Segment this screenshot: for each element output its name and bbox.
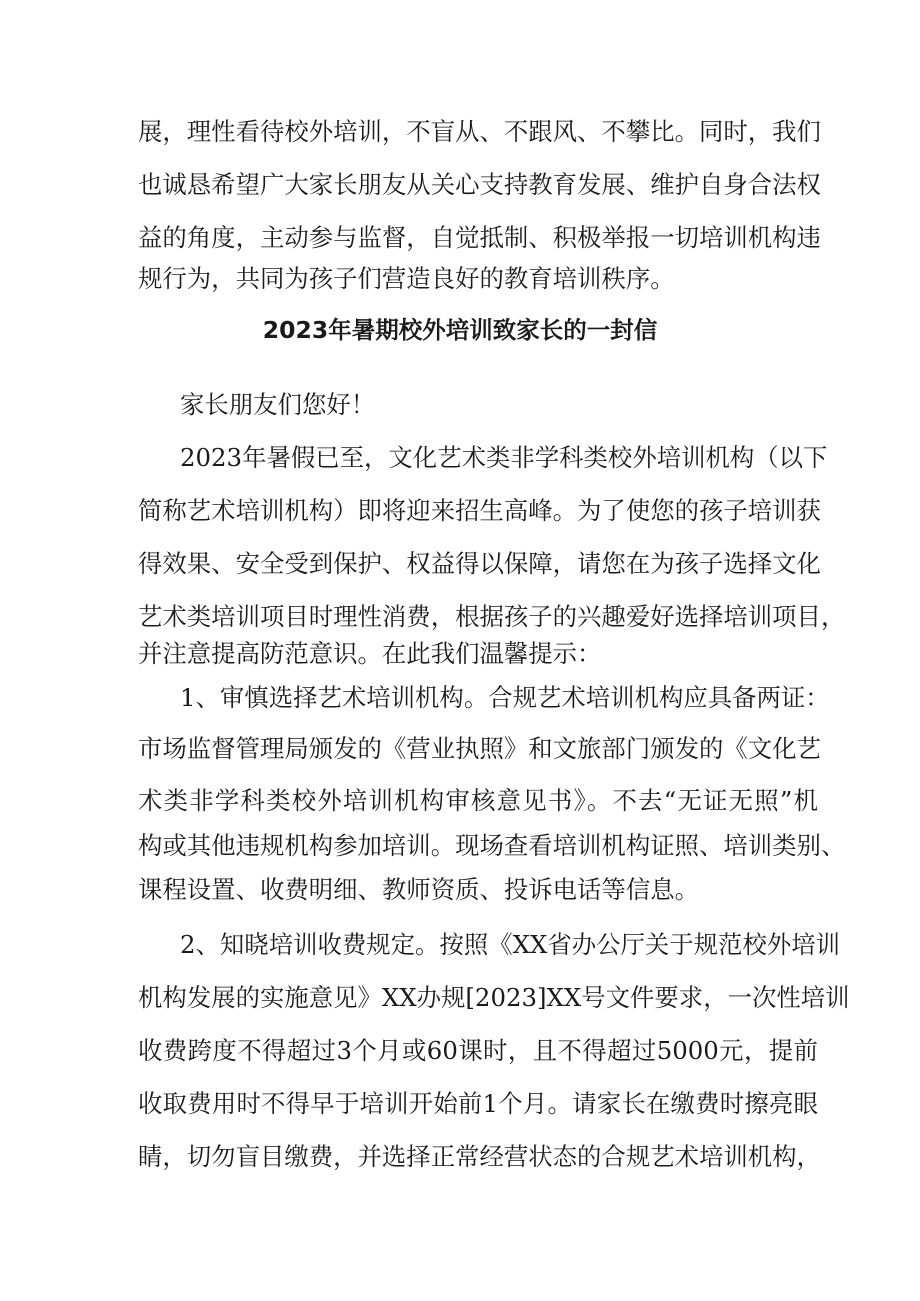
intro-line: 展，理性看待校外培训，不盲从、不跟风、不攀比。同时，我们 <box>138 117 821 146</box>
point2-line: 收取费用时不得早于培训开始前1个月。请家长在缴费时擦亮眼 <box>138 1089 818 1118</box>
point2-line: 睛，切勿盲目缴费，并选择正常经营状态的合规艺术培训机构， <box>138 1142 821 1171</box>
point1-line: 构或其他违规机构参加培训。现场查看培训机构证照、培训类别、 <box>138 831 846 860</box>
point2-line: 2、知晓培训收费规定。按照《XX省办公厅关于规范校外培训 <box>180 930 841 959</box>
point1-line: 市场监督管理局颁发的《营业执照》和文旅部门颁发的《文化艺 <box>138 734 821 763</box>
paragraph-line: 2023年暑假已至，文化艺术类非学科类校外培训机构（以下 <box>180 443 828 472</box>
point2-line: 收费跨度不得超过3个月或60课时，且不得超过5000元，提前 <box>138 1036 818 1065</box>
greeting: 家长朋友们您好！ <box>180 390 376 419</box>
paragraph-line: 简称艺术培训机构）即将迎来招生高峰。为了使您的孩子培训获 <box>138 496 821 525</box>
paragraph-line: 艺术类培训项目时理性消费，根据孩子的兴趣爱好选择培训项目， <box>138 602 846 631</box>
point1-line: 1、审慎选择艺术培训机构。合规艺术培训机构应具备两证： <box>180 683 830 712</box>
paragraph-line: 得效果、安全受到保护、权益得以保障，请您在为孩子选择文化 <box>138 549 821 578</box>
letter-title: 2023年暑期校外培训致家长的一封信 <box>262 316 658 344</box>
intro-line: 也诚恳希望广大家长朋友从关心支持教育发展、维护自身合法权 <box>138 170 821 199</box>
intro-line: 规行为，共同为孩子们营造良好的教育培训秩序。 <box>138 264 675 293</box>
paragraph-line: 并注意提高防范意识。在此我们温馨提示： <box>138 639 602 668</box>
point1-line: 术类非学科类校外培训机构审核意见书》。不去“无证无照”机 <box>138 786 818 815</box>
point1-line: 课程设置、收费明细、教师资质、投诉电话等信息。 <box>138 875 699 904</box>
point2-line: 机构发展的实施意见》XX办规[2023]XX号文件要求，一次性培训 <box>138 983 850 1012</box>
intro-line: 益的角度，主动参与监督，自觉抵制、积极举报一切培训机构违 <box>138 223 821 252</box>
